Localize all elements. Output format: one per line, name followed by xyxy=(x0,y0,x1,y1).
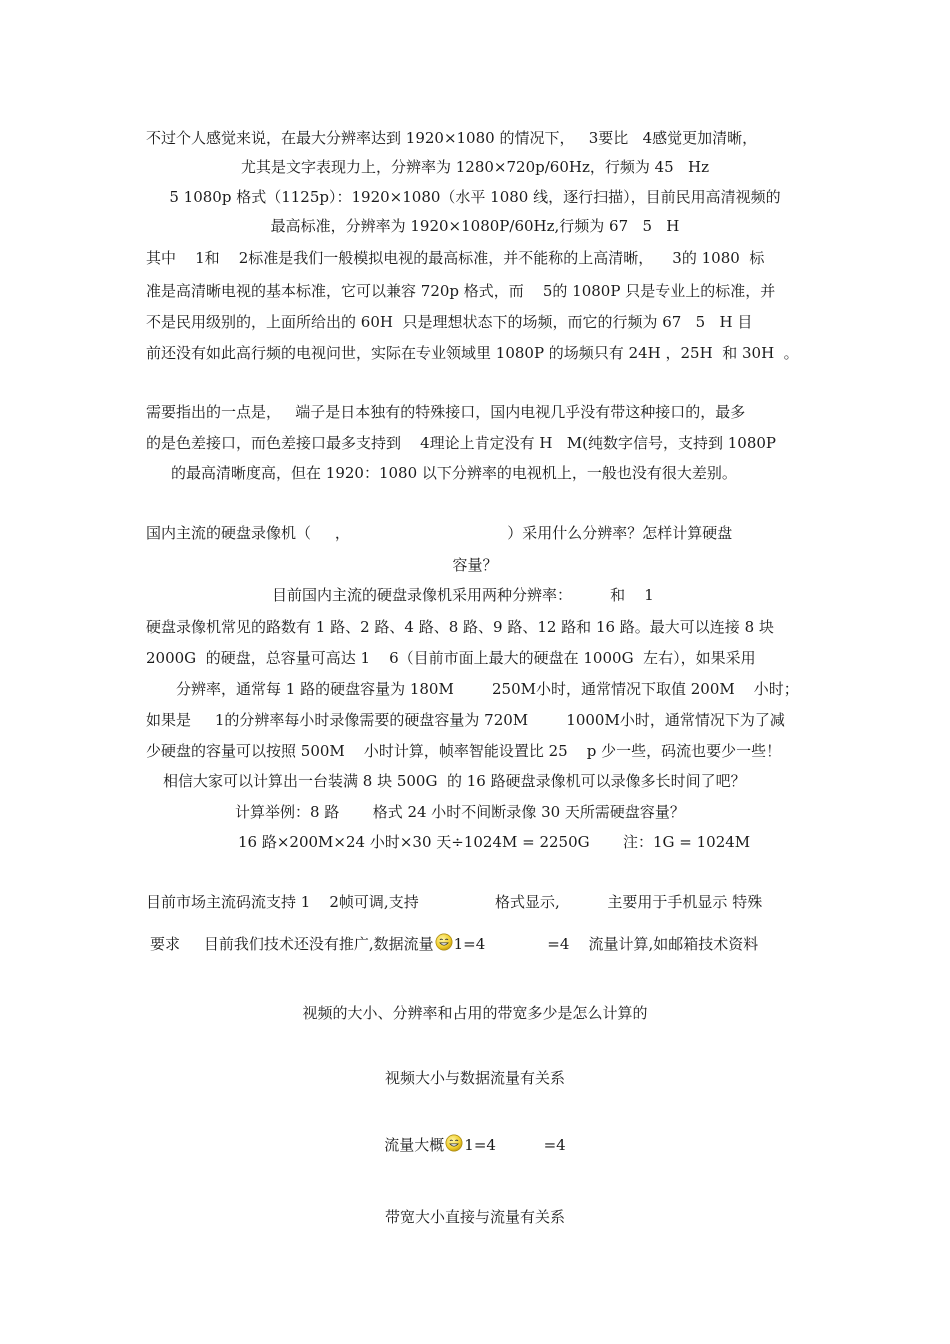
question-line2: 容量？ xyxy=(452,556,498,574)
para2-line4: 前还没有如此高行频的电视问世，实际在专业领域里 1080P 的场频只有 24H ，25H 和 30H 。 xyxy=(146,344,799,362)
answer-line2: 硬盘录像机常见的路数有 1 路、2 路、4 路、8 路、9 路、12 路和 16 路。最大可以连接 8 块 xyxy=(146,618,774,636)
question-line1: 国内主流的硬盘录像机（ ， ）采用什么分辨率？怎样计算硬盘 xyxy=(146,524,733,542)
smiley-face-icon xyxy=(445,1134,463,1152)
answer-line7: 相信大家可以计算出一台装满 8 块 500G 的 16 路硬盘录像机可以录像多长时间了吧？ xyxy=(163,772,746,790)
para2-line2: 准是高清晰电视的基本标准，它可以兼容 720p 格式，而 5的 1080P 只是专业上的标准，并 xyxy=(146,282,776,300)
para1-line4: 最高标准，分辨率为 1920×1080P/60Hz,行频为 67 5 H xyxy=(270,217,680,235)
answer-line4: 分辨率，通常每 1 路的硬盘容量为 180M 250M小时，通常情况下取值 200M 小时； xyxy=(176,680,799,698)
para1-line2: 尤其是文字表现力上，分辨率为 1280×720p/60Hz，行频为 45 Hz xyxy=(240,158,709,176)
para3-line2: 的是色差接口，而色差接口最多支持到 4理论上肯定没有 H M(纯数字信号，支持到 1080P xyxy=(146,434,777,452)
para1-line1: 不过个人感觉来说，在最大分辨率达到 1920×1080 的情况下， 3要比 4感觉更加清晰， xyxy=(146,129,758,147)
answer-line1: 目前国内主流的硬盘录像机采用两种分辨率： 和 1 xyxy=(272,586,654,604)
para2-line3: 不是民用级别的，上面所给出的 60H 只是理想状态下的场频，而它的行频为 67 5 H 目 xyxy=(146,313,753,331)
stream-line2-text: 要求 目前我们技术还没有推广,数据流量 xyxy=(150,935,434,953)
para2-line1: 其中 1和 2标准是我们一般模拟电视的最高标准，并不能称的上高清晰， 3的 1080 标 xyxy=(146,249,765,267)
smiley-face-icon xyxy=(435,933,453,951)
flow-line xyxy=(0,1134,950,1154)
para3-line1: 需要指出的一点是， 端子是日本独有的特殊接口，国内电视几乎没有带这种接口的，最多 xyxy=(146,403,746,421)
stream-line1: 目前市场主流码流支持 1 2帧可调,支持 格式显示, 主要用于手机显示 特殊 xyxy=(146,893,763,911)
stream-line2 xyxy=(150,933,758,953)
answer-line6: 少硬盘的容量可以按照 500M 小时计算，帧率智能设置比 25 p 少一些，码流也要少一些！ xyxy=(146,742,782,760)
flow-suffix: 1=4 =4 xyxy=(464,1136,566,1154)
example-line1: 计算举例：8 路 格式 24 小时不间断录像 30 天所需硬盘容量？ xyxy=(235,803,685,821)
example-line2: 16 路×200M×24 小时×30 天÷1024M = 2250G 注：1G = 1024M xyxy=(238,833,751,851)
heading-video-size: 视频的大小、分辨率和占用的带宽多少是怎么计算的 xyxy=(302,1004,648,1022)
stream-line2-rest: 1=4 =4 流量计算,如邮箱技术资料 xyxy=(453,935,759,953)
heading-data-flow: 视频大小与数据流量有关系 xyxy=(384,1069,565,1087)
answer-line3: 2000G 的硬盘，总容量可高达 1 6（目前市面上最大的硬盘在 1000G 左右），如果采用 xyxy=(146,649,756,667)
answer-line5: 如果是 1的分辨率每小时录像需要的硬盘容量为 720M 1000M小时，通常情况下为了减 xyxy=(146,711,785,729)
flow-prefix: 流量大概 xyxy=(384,1136,445,1154)
para1-line3: 5 1080p 格式（1125p）：1920×1080（水平 1080 线，逐行扫描），目前民用高清视频的 xyxy=(169,188,781,206)
heading-bandwidth: 带宽大小直接与流量有关系 xyxy=(384,1208,565,1226)
para3-line3: 的最高清晰度高，但在 1920：1080 以下分辨率的电视机上，一般也没有很大差别。 xyxy=(171,464,737,482)
